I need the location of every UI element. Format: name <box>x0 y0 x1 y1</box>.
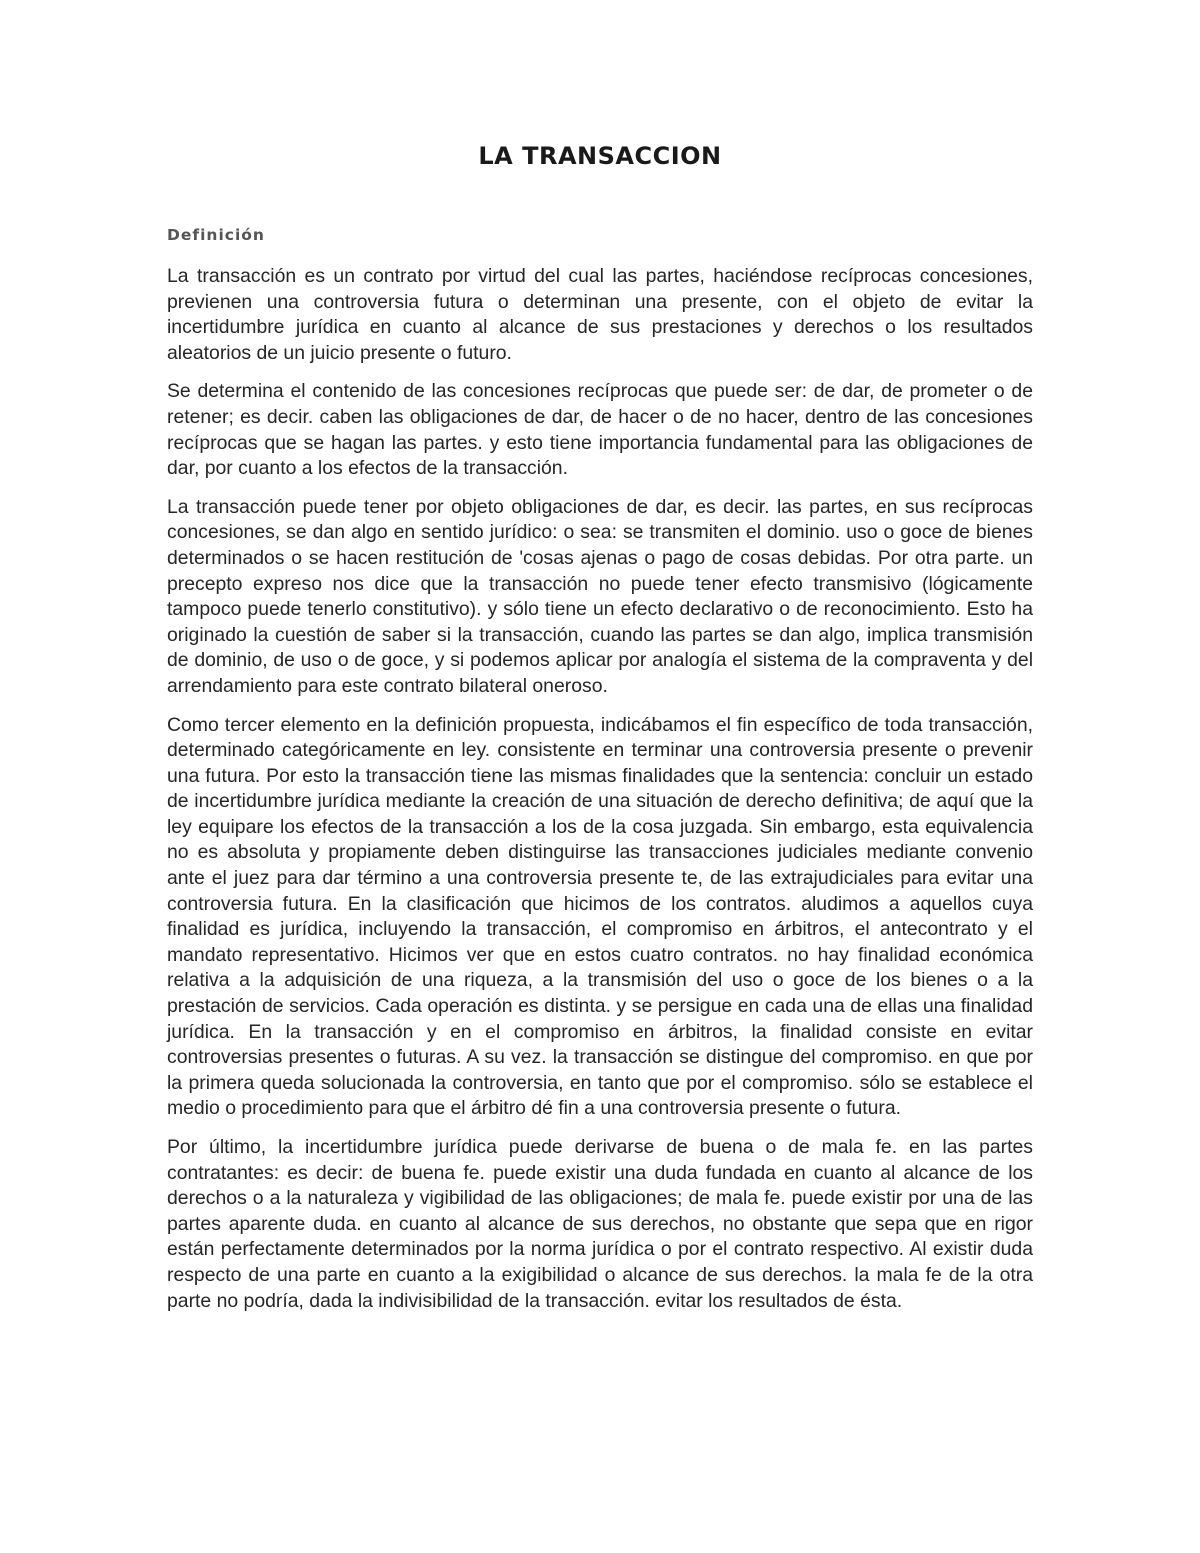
paragraph: Como tercer elemento en la definición propuesta, indicábamos el fin específico de toda transacción, determinado categóricamente en ley. consistente en terminar una controversia presente o prevenir una futura. Por esto la transacción tiene las mismas finalidades que la sentencia: concluir un estado de incertidumbre jurídica mediante la creación de una situación de derecho definitiva; de aquí que la ley equipare los efectos de la transacción a los de la cosa juzgada. Sin embargo, esta equivalencia no es absoluta y propiamente deben distinguirse las transacciones judiciales mediante convenio ante el juez para dar término a una controversia presente te, de las extrajudiciales para evitar una controversia futura. En la clasificación que hicimos de los contratos. aludimos a aquellos cuya finalidad es jurídica, incluyendo la transacción, el compromiso en árbitros, el antecontrato y el mandato representativo. Hicimos ver que en estos cuatro contratos. no hay finalidad económica relativa a la adquisición de una riqueza, a la transmisión del uso o goce de los bienes o a la prestación de servicios. Cada operación es distinta. y se persigue en cada una de ellas una finalidad jurídica. En la transacción y en el compromiso en árbitros, la finalidad consiste en evitar controversias presentes o futuras. A su vez. la transacción se distingue del compromiso. en que por la primera queda solucionada la controversia, en tanto que por el compromiso. sólo se establece el medio o procedimiento para que el árbitro dé fin a una controversia presente o futura. <box>167 713 1033 1120</box>
paragraph: La transacción es un contrato por virtud del cual las partes, haciéndose recíprocas concesiones, previenen una controversia futura o determinan una presente, con el objeto de evitar la incertidumbre jurídica en cuanto al alcance de sus prestaciones y derechos o los resultados aleatorios de un juicio presente o futuro. <box>167 265 1033 364</box>
paragraph: Por último, la incertidumbre jurídica puede derivarse de buena o de mala fe. en las partes contratantes: es decir: de buena fe. puede existir una duda fundada en cuanto al alcance de los derechos o a la naturaleza y vigibilidad de las obligaciones; de mala fe. puede existir por una de las partes aparente duda. en cuanto al alcance de sus derechos, no obstante que sepa que en rigor están perfectamente determinados por la norma jurídica o por el contrato respectivo. Al existir duda respecto de una parte en cuanto a la exigibilidad o alcance de sus derechos. la mala fe de la otra parte no podría, dada la indivisibilidad de la transacción. evitar los resultados de ésta. <box>167 1136 1033 1312</box>
paragraph: Se determina el contenido de las concesiones recíprocas que puede ser: de dar, de prometer o de retener; es decir. caben las obligaciones de dar, de hacer o de no hacer, dentro de las concesiones recíprocas que se hagan las partes. y esto tiene importancia fundamental para las obligaciones de dar, por cuanto a los efectos de la transacción. <box>167 380 1033 480</box>
document-body <box>167 264 1033 1327</box>
section-heading: Definición <box>167 226 265 244</box>
paragraph: La transacción puede tener por objeto obligaciones de dar, es decir. las partes, en sus recíprocas concesiones, se dan algo en sentido jurídico: o sea: se transmiten el dominio. uso o goce de bienes determinados o se hacen restitución de 'cosas ajenas o pago de cosas debidas. Por otra parte. un precepto expreso nos dice que la transacción no puede tener efecto transmisivo (lógicamente tampoco puede tenerlo constitutivo). y sólo tiene un efecto declarativo o de reconocimiento. Esto ha originado la cuestión de saber si la transacción, cuando las partes se dan algo, implica transmisión de dominio, de uso o de goce, y si podemos aplicar por analogía el sistema de la compraventa y del arrendamiento para este contrato bilateral oneroso. <box>167 495 1033 697</box>
document-title: LA TRANSACCION <box>478 142 722 170</box>
